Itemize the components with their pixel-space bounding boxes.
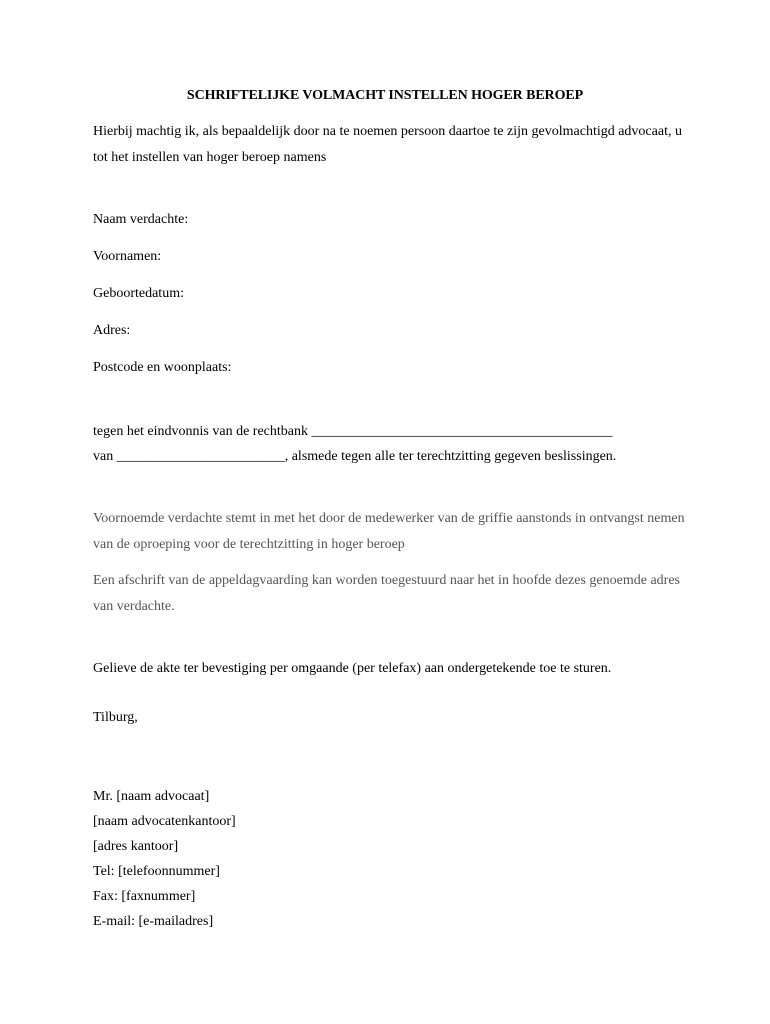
signature-name: Mr. [naam advocaat] bbox=[93, 789, 210, 804]
signature-fax: Fax: [faxnummer] bbox=[93, 889, 196, 904]
field-voornamen: Voornamen: bbox=[93, 249, 162, 264]
consent-paragraph: Voornoemde verdachte stemt in met het door de medewerker van de griffie aanstonds in ontvangst nemen van de oproeping voor de terechtzitting in hoger beroep bbox=[93, 511, 685, 552]
signature-address: [adres kantoor] bbox=[93, 839, 179, 854]
intro-paragraph: Hierbij machtig ik, als bepaaldelijk door na te noemen persoon daartoe te zijn gevolmachtigd advocaat, u tot het instellen van hoger beroep namens bbox=[93, 124, 682, 165]
signature-block bbox=[93, 784, 236, 934]
signature-tel: Tel: [telefoonnummer] bbox=[93, 864, 220, 879]
request-paragraph: Gelieve de akte ter bevestiging per omgaande (per telefax) aan ondergetekende toe te sturen. bbox=[93, 661, 612, 676]
copy-notice-paragraph: Een afschrift van de appeldagvaarding kan worden toegestuurd naar het in hoofde dezes genoemde adres van verdachte. bbox=[93, 573, 680, 614]
document-title: SCHRIFTELIJKE VOLMACHT INSTELLEN HOGER BEROEP bbox=[186, 88, 584, 103]
field-adres: Adres: bbox=[93, 323, 131, 338]
field-naam-verdachte: Naam verdachte: bbox=[93, 212, 189, 227]
field-geboortedatum: Geboortedatum: bbox=[93, 286, 184, 301]
signature-office: [naam advocatenkantoor] bbox=[93, 814, 236, 829]
against-line-rechtbank: tegen het eindvonnis van de rechtbank ___________________________________________ bbox=[93, 424, 613, 439]
signature-email: E-mail: [e-mailadres] bbox=[93, 914, 214, 929]
field-postcode-woonplaats: Postcode en woonplaats: bbox=[93, 360, 232, 375]
place-line: Tilburg, bbox=[93, 710, 138, 725]
against-line-van: van ________________________, alsmede tegen alle ter terechtzitting gegeven beslissingen. bbox=[93, 449, 617, 464]
